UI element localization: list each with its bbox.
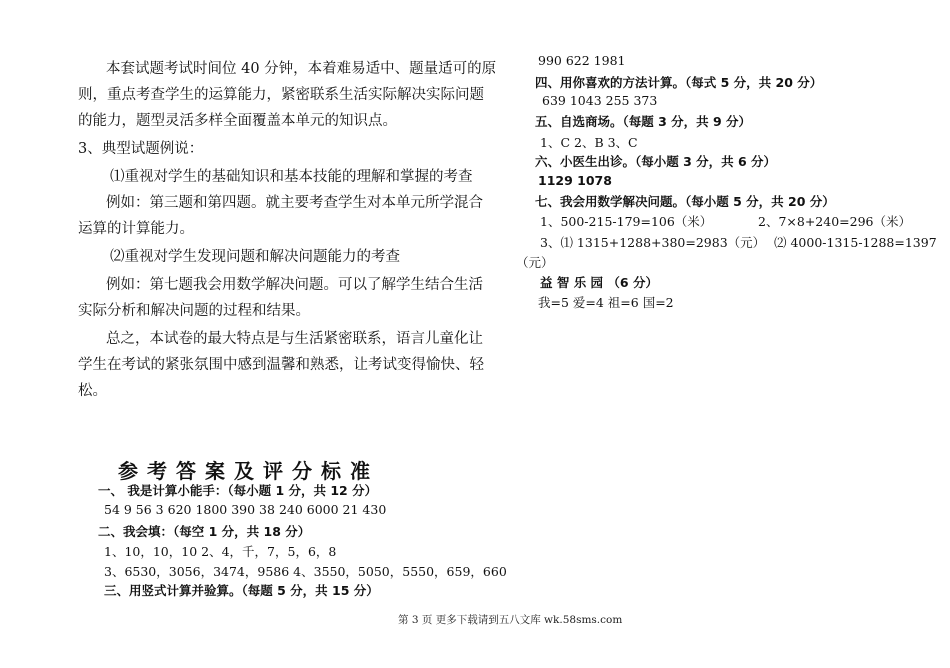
q4-answers: 639 1043 255 373 — [542, 93, 658, 108]
q3-answers: 990 622 1981 — [538, 53, 626, 68]
q1-answers: 54 9 56 3 620 1800 390 38 240 6000 21 430 — [104, 502, 387, 517]
intro-line-1: 本套试题考试时间位 40 分钟，本着难易适中、题量适可的原 — [106, 61, 497, 77]
example-1-line-2: 运算的计算能力。 — [78, 221, 194, 237]
intro-line-3: 的能力，题型灵活多样全面覆盖本单元的知识点。 — [78, 113, 397, 129]
point-1: ⑴重视对学生的基础知识和基本技能的理解和掌握的考查 — [110, 169, 473, 185]
section-3-heading: 3、典型试题例说： — [78, 141, 204, 157]
q5-answers: 1、C 2、B 3、C — [540, 135, 638, 150]
q7-line-2a: 3、⑴ 1315+1288+380=2983（元） — [540, 235, 766, 250]
example-2-line-2: 实际分析和解决问题的过程和结果。 — [78, 303, 310, 319]
summary-line-3: 松。 — [78, 383, 107, 399]
summary-line-1: 总之，本试卷的最大特点是与生活紧密联系，语言儿童化让 — [106, 331, 483, 347]
summary-line-2: 学生在考试的紧张氛围中感到温馨和熟悉，让考试变得愉快、轻 — [78, 357, 484, 373]
q7-line-1a: 1、500-215-179=106（米） — [540, 214, 713, 229]
point-2: ⑵重视对学生发现问题和解决问题能力的考查 — [110, 249, 400, 265]
q5-heading: 五、自选商场。（每题 3 分，共 9 分） — [535, 114, 752, 129]
q6-heading: 六、小医生出诊。（每小题 3 分，共 6 分） — [535, 154, 777, 169]
q7-line-3: （元） — [516, 255, 554, 270]
q2-heading: 二、我会填：（每空 1 分，共 18 分） — [98, 524, 311, 539]
q7-line-2b: ⑵ 4000-1315-1288=1397 — [774, 235, 937, 250]
q1-heading: 一、 我是计算小能手：（每小题 1 分，共 12 分） — [98, 483, 378, 498]
page-footer: 第 3 页 更多下载请到五八文库 wk.58sms.com — [398, 614, 623, 626]
answers-title: 参考答案及评分标准 — [118, 459, 379, 483]
q3-heading: 三、用竖式计算并验算。（每题 5 分，共 15 分） — [104, 583, 379, 598]
q4-heading: 四、用你喜欢的方法计算。（每式 5 分，共 20 分） — [535, 75, 823, 90]
q2-line-2: 3、6530，3056，3474，9586 4、3550，5050，5550，659，660 — [104, 564, 507, 579]
example-2-line-1: 例如：第七题我会用数学解决问题。可以了解学生结合生活 — [106, 277, 483, 293]
example-1-line-1: 例如：第三题和第四题。就主要考查学生对本单元所学混合 — [106, 195, 483, 211]
q2-line-1: 1、10，10，10 2、4，千，7，5，6，8 — [104, 544, 337, 559]
q7-line-1b: 2、7×8+240=296（米） — [758, 214, 911, 229]
q7-heading: 七、我会用数学解决问题。（每小题 5 分，共 20 分） — [535, 194, 835, 209]
intro-line-2: 则，重点考查学生的运算能力，紧密联系生活实际解决实际问题 — [78, 87, 484, 103]
bonus-heading: 益 智 乐 园 （6 分） — [540, 275, 658, 290]
bonus-answers: 我=5 爱=4 祖=6 国=2 — [538, 295, 674, 310]
q6-answers: 1129 1078 — [538, 173, 612, 188]
